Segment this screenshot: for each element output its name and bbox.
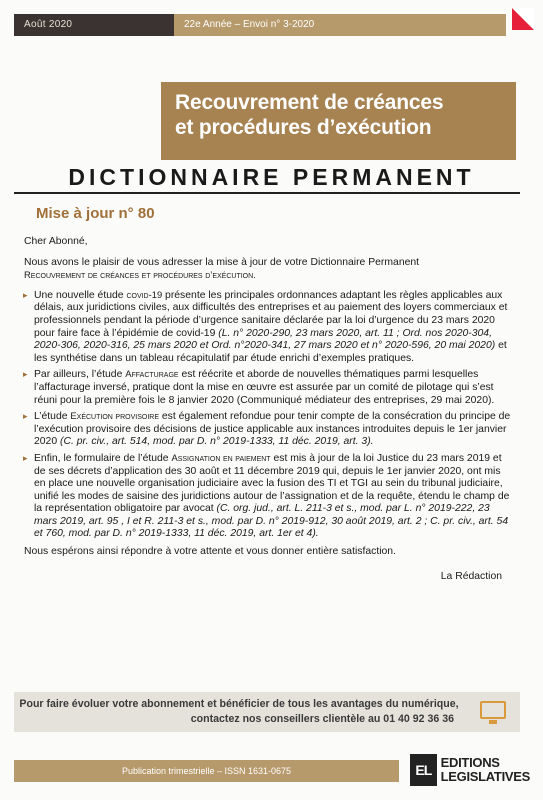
bullet-list <box>24 289 514 541</box>
list-item <box>24 410 514 449</box>
logo-line-2: LEGISLATIVES <box>440 769 530 784</box>
bullet-reference: (C. pr. civ., art. 514, mod. par D. n° 2019-1333, 11 déc. 2019, art. 3). <box>60 436 374 448</box>
greeting: Cher Abonné, <box>24 236 88 247</box>
closing-paragraph: Nous espérons ainsi répondre à votre attente et vous donner entière satisfaction. <box>24 546 396 558</box>
bullet-study-name: Affacturage <box>125 368 179 380</box>
list-item <box>24 368 514 407</box>
header-bar <box>14 14 506 36</box>
intro-text: Nous avons le plaisir de vous adresser la mise à jour de votre Dictionnaire Permanent <box>24 256 420 268</box>
list-item <box>24 289 514 366</box>
promo-line-2: contactez nos conseillers clientèle au 01 40 92 36 36 <box>190 713 454 725</box>
bullet-text: Enfin, le formulaire de l’étude <box>34 452 172 464</box>
monitor-icon <box>480 701 506 719</box>
promo-banner <box>14 692 520 732</box>
bullet-text: est réécrite et aborde de nouvelles thématiques parmi lesquelles l’affacturage inversé, pratique dont la mise en œuvre est assurée par un comité de pilotage qui s’est réuni pour la première fois le 8 janvier 2020 (Communiqué médiateur des entreprises, 29 mai 2020). <box>34 369 495 406</box>
promo-line-1: Pour faire évoluer votre abonnement et bénéficier de tous les avantages du numérique, <box>19 698 459 710</box>
intro-title: Recouvrement de créances et procédures d’exécution. <box>24 269 256 281</box>
bullet-study-name: Exécution provisoire <box>70 410 159 422</box>
issue-number: 22e Année – Envoi n° 3-2020 <box>174 14 506 36</box>
letter-body <box>24 236 514 583</box>
publisher-logo <box>410 752 530 788</box>
bullet-text: Une nouvelle étude <box>34 289 127 301</box>
update-label: Mise à jour n° 80 <box>36 205 155 222</box>
logo-mark: EL <box>410 754 437 786</box>
bullet-reference: (L. n° 2020-290, 23 mars 2020, art. 11 ; Ord. nos 2020-304, 2020-306, 2020-316, 25 mars 2020 et Ord. n°2020-341, 27 mars 2020 et n° 2020-596, 20 mai 2020) <box>34 327 496 352</box>
signature: La Rédaction <box>440 570 502 582</box>
issue-date: Août 2020 <box>14 14 174 36</box>
bullet-text: est mis à jour de la loi Justice du 23 mars 2019 et de ses décrets d’application des 30 août et 11 décembre 2019 qui, depuis le 1er janvier 2020, ont mis en place une nouvelle organisation judiciaire avec la fusion des TI et TGI au sein du tribunal judiciaire, unifié les modes de saisine des juridictions autour de l’assignation et de la requête, étendu le champ de la représentation obligatoire par avocat <box>34 452 510 515</box>
bullet-reference: (C. org. jud., art. L. 211-3 et s., mod. par L. n° 2019-222, 23 mars 2019, art. 95 , I et R. 211-3 et s., mod. par D. n° 2019-912, 30 août 2019, art. 2 ; C. pr. civ., art. 54 et 760, mod. par D. n° 2019-1333, 11 déc. 2019, art. 1er et 4). <box>34 503 509 540</box>
list-item <box>24 452 514 541</box>
bullet-text: Par ailleurs, l’étude <box>34 369 126 381</box>
title-line-1: Recouvrement de créances <box>175 91 444 114</box>
bullet-text: et les synthétise dans un tableau récapitulatif par étude enrichi d’exemples pratiques. <box>34 340 507 364</box>
bullet-study-name: covid-19 <box>126 288 163 300</box>
corner-fold-icon <box>512 8 534 30</box>
title-divider <box>14 192 520 194</box>
bullet-text: est également refondue pour tenir compte de la consécration du principe de l’exécution provisoire des décisions de justice applicable aux instances introduites depuis le 1er janvier 2020 <box>34 411 511 448</box>
bullet-text: présente les principales ordonnances adaptant les règles applicables aux délais, aux juridictions civiles, aux difficultés des entreprises et au paiement des loyers commerciaux et professionnels pendant la période d’urgence sanitaire déclarée par la loi d’urgence du 23 mars 2020 pour faire face à l’épidémie de covid-19 <box>34 289 508 339</box>
publication-footer: Publication trimestrielle – ISSN 1631-0675 <box>14 760 399 782</box>
collection-title: DICTIONNAIRE PERMANENT <box>68 164 475 190</box>
title-line-2: et procédures d’exécution <box>175 116 432 139</box>
logo-line-1: EDITIONS <box>440 755 500 770</box>
bullet-text: L’étude <box>34 411 71 423</box>
intro-paragraph <box>24 257 514 283</box>
logo-names <box>441 756 530 784</box>
title-box <box>161 82 516 160</box>
bullet-study-name: Assignation en paiement <box>171 451 271 463</box>
